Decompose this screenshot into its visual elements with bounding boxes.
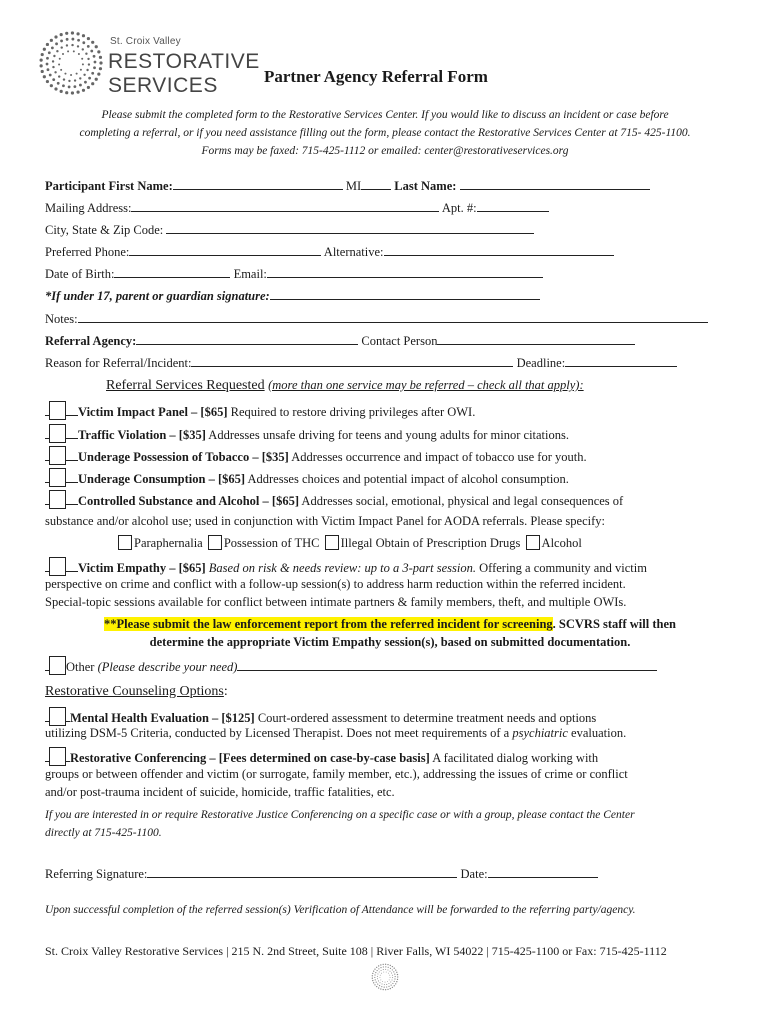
service-controlled bbox=[45, 490, 623, 509]
alt-phone-label: Alternative: bbox=[323, 245, 384, 259]
mental-health-cont-a: utilizing DSM-5 Criteria, conducted by Licensed Therapist. Does not meet requirements of a bbox=[45, 726, 513, 740]
row-dob bbox=[45, 266, 543, 282]
signature-label: Referring Signature: bbox=[45, 867, 148, 881]
service-victim-impact bbox=[45, 401, 475, 420]
blank-suffix bbox=[66, 482, 78, 483]
row-mailing bbox=[45, 200, 549, 216]
small-logo-icon bbox=[371, 963, 399, 991]
mental-health-title: Mental Health Evaluation – [$125] bbox=[70, 711, 255, 725]
service-tobacco bbox=[45, 446, 587, 465]
form-title: Partner Agency Referral Form bbox=[264, 67, 488, 86]
intro-line-3: Forms may be faxed: 715-425-1112 or emailed: center@restorativeservices.org bbox=[201, 145, 569, 157]
row-phone bbox=[45, 244, 614, 260]
alcohol-checkbox[interactable] bbox=[526, 535, 540, 550]
blank-suffix bbox=[66, 438, 78, 439]
mental-health-checkbox[interactable] bbox=[49, 707, 66, 726]
row-notes bbox=[45, 311, 708, 327]
counseling-conferencing bbox=[45, 747, 598, 766]
mi-label: MI bbox=[345, 179, 362, 193]
alcohol-label: Alcohol bbox=[541, 536, 582, 550]
empathy-continued-2: Special-topic sessions available for conflict between intimate partners & family members, theft, and multiple OWIs. bbox=[45, 595, 627, 609]
deadline-field[interactable] bbox=[565, 366, 677, 367]
mental-health-cont-b: evaluation. bbox=[567, 726, 627, 740]
tobacco-desc: Addresses occurrence and impact of tobacco use for youth. bbox=[288, 450, 587, 464]
logo-line-1: St. Croix Valley bbox=[110, 36, 181, 47]
service-empathy bbox=[45, 557, 647, 576]
city-label: City, State & Zip Code: bbox=[45, 223, 164, 237]
blank-suffix bbox=[66, 460, 78, 461]
blank-suffix bbox=[66, 415, 78, 416]
controlled-continued: substance and/or alcohol use; used in conjunction with Victim Impact Panel for AODA referrals. Please specify: bbox=[45, 514, 605, 528]
apt-field[interactable] bbox=[477, 211, 549, 212]
counseling-heading: Restorative Counseling Options: bbox=[45, 684, 228, 699]
counseling-mental-health bbox=[45, 707, 596, 726]
consumption-title: Underage Consumption – [$65] bbox=[78, 472, 246, 486]
consumption-checkbox[interactable] bbox=[49, 468, 66, 487]
other-checkbox[interactable] bbox=[49, 656, 66, 675]
consumption-desc: Addresses choices and potential impact of alcohol consumption. bbox=[245, 472, 569, 486]
tobacco-checkbox[interactable] bbox=[49, 446, 66, 465]
city-field[interactable] bbox=[166, 233, 534, 234]
guardian-signature-field[interactable] bbox=[270, 299, 540, 300]
paraphernalia-label: Paraphernalia bbox=[134, 536, 203, 550]
controlled-options bbox=[116, 535, 582, 551]
agency-label: Referral Agency: bbox=[45, 334, 137, 348]
phone-field[interactable] bbox=[129, 255, 321, 256]
conferencing-continued-1: groups or between offender and victim (or surrogate, family member, etc.), addressing the issues of crime or conflict bbox=[45, 767, 628, 781]
dob-label: Date of Birth: bbox=[45, 267, 115, 281]
controlled-checkbox[interactable] bbox=[49, 490, 66, 509]
row-name bbox=[45, 178, 650, 194]
last-name-label: Last Name: bbox=[394, 179, 457, 193]
conferencing-note-1: If you are interested in or require Restorative Justice Conferencing on a specific case or with a group, please contact the Center bbox=[45, 809, 635, 821]
conferencing-note-2: directly at 715-425-1100. bbox=[45, 827, 162, 839]
row-guardian bbox=[45, 288, 540, 304]
tobacco-title: Underage Possession of Tobacco – [$35] bbox=[78, 450, 289, 464]
notes-field[interactable] bbox=[78, 322, 708, 323]
service-traffic bbox=[45, 424, 569, 443]
service-consumption bbox=[45, 468, 569, 487]
first-name-label: Participant First Name: bbox=[45, 179, 173, 193]
other-label: Other bbox=[66, 660, 95, 674]
last-name-field[interactable] bbox=[460, 189, 650, 190]
mental-health-cont-italic: psychiatric bbox=[512, 726, 568, 740]
mental-health-continued bbox=[45, 725, 626, 741]
controlled-desc: Addresses social, emotional, physical and legal consequences of bbox=[298, 494, 624, 508]
reason-field[interactable] bbox=[191, 366, 513, 367]
deadline-label: Deadline: bbox=[516, 356, 566, 370]
notice-highlight: **Please submit the law enforcement report from the referred incident for screening bbox=[104, 617, 553, 631]
notice-line-2: determine the appropriate Victim Empathy session(s), based on submitted documentation. bbox=[149, 635, 631, 649]
intro-text bbox=[40, 106, 730, 160]
notice-rest: . SCVRS staff will then bbox=[552, 617, 676, 631]
victim-impact-desc: Required to restore driving privileges after OWI. bbox=[227, 405, 476, 419]
conferencing-title: Restorative Conferencing – [Fees determined on case-by-case basis] bbox=[70, 751, 430, 765]
conferencing-desc: A facilitated dialog working with bbox=[429, 751, 599, 765]
thc-checkbox[interactable] bbox=[208, 535, 222, 550]
blank-suffix bbox=[66, 504, 78, 505]
organization-logo bbox=[38, 30, 260, 102]
logo-line-2: RESTORATIVE bbox=[108, 50, 260, 73]
empathy-title: Victim Empathy – [$65] bbox=[78, 561, 206, 575]
empathy-notice bbox=[45, 615, 735, 651]
agency-field[interactable] bbox=[136, 344, 358, 345]
victim-impact-checkbox[interactable] bbox=[49, 401, 66, 420]
controlled-title: Controlled Substance and Alcohol – [$65] bbox=[78, 494, 299, 508]
other-note: (Please describe your need) bbox=[97, 660, 238, 674]
first-name-field[interactable] bbox=[173, 189, 343, 190]
mental-health-desc: Court-ordered assessment to determine treatment needs and options bbox=[254, 711, 597, 725]
email-field[interactable] bbox=[267, 277, 543, 278]
services-heading bbox=[106, 378, 584, 394]
traffic-title: Traffic Violation – [$35] bbox=[78, 428, 206, 442]
contact-field[interactable] bbox=[437, 344, 635, 345]
alt-phone-field[interactable] bbox=[384, 255, 614, 256]
row-agency bbox=[45, 333, 635, 349]
empathy-note: Based on risk & needs review: up to a 3-part session. bbox=[208, 561, 476, 575]
services-heading-note: (more than one service may be referred – check all that apply): bbox=[268, 378, 584, 392]
mailing-label: Mailing Address: bbox=[45, 201, 132, 215]
blank-suffix bbox=[66, 571, 78, 572]
illegal-drugs-checkbox[interactable] bbox=[325, 535, 339, 550]
verification-text: Upon successful completion of the referred session(s) Verification of Attendance will be forwarded to the referring party/agency. bbox=[45, 904, 636, 916]
mi-field[interactable] bbox=[361, 189, 391, 190]
service-other bbox=[45, 656, 657, 675]
traffic-checkbox[interactable] bbox=[49, 424, 66, 443]
conferencing-continued-2: and/or post-trauma incident of suicide, homicide, traffic fatalities, etc. bbox=[45, 785, 395, 799]
paraphernalia-checkbox[interactable] bbox=[118, 535, 132, 550]
empathy-checkbox[interactable] bbox=[49, 557, 66, 576]
victim-impact-title: Victim Impact Panel – [$65] bbox=[78, 405, 228, 419]
thc-label: Possession of THC bbox=[223, 536, 320, 550]
services-heading-title: Referral Services Requested bbox=[106, 378, 265, 393]
other-field[interactable] bbox=[237, 670, 657, 671]
empathy-continued-1: perspective on crime and conflict with a follow-up session(s) to address harm reduction within the referred incident. bbox=[45, 577, 626, 591]
contact-label: Contact Person bbox=[361, 334, 438, 348]
notes-label: Notes: bbox=[45, 312, 78, 326]
signature-field[interactable] bbox=[147, 877, 457, 878]
intro-line-1: Please submit the completed form to the Restorative Services Center. If you would like to discuss an incident or case before bbox=[101, 109, 669, 121]
dotted-circle-logo-icon bbox=[38, 30, 104, 96]
phone-label: Preferred Phone: bbox=[45, 245, 130, 259]
row-city bbox=[45, 222, 534, 238]
traffic-desc: Addresses unsafe driving for teens and young adults for minor citations. bbox=[205, 428, 569, 442]
email-label: Email: bbox=[233, 267, 267, 281]
illegal-drugs-label: Illegal Obtain of Prescription Drugs bbox=[340, 536, 521, 550]
logo-line-3: SERVICES bbox=[108, 74, 218, 97]
intro-line-2: completing a referral, or if you need assistance filling out the form, please contact the Restorative Services Center at 715- 425-1100. bbox=[79, 127, 691, 139]
guardian-label: *If under 17, parent or guardian signature: bbox=[45, 289, 270, 303]
apt-label: Apt. #: bbox=[441, 201, 477, 215]
reason-label: Reason for Referral/Incident: bbox=[45, 356, 192, 370]
date-label: Date: bbox=[460, 867, 488, 881]
row-reason bbox=[45, 355, 677, 371]
row-signature bbox=[45, 866, 598, 882]
empathy-desc: Offering a community and victim bbox=[476, 561, 647, 575]
mailing-field[interactable] bbox=[131, 211, 439, 212]
conferencing-checkbox[interactable] bbox=[49, 747, 66, 766]
counseling-heading-title: Restorative Counseling Options bbox=[45, 684, 224, 699]
date-field[interactable] bbox=[488, 877, 598, 878]
footer-address: St. Croix Valley Restorative Services | 215 N. 2nd Street, Suite 108 | River Falls, WI 54022 | 715-425-1100 or Fax: 715-425-1112 bbox=[45, 944, 667, 958]
dob-field[interactable] bbox=[114, 277, 230, 278]
